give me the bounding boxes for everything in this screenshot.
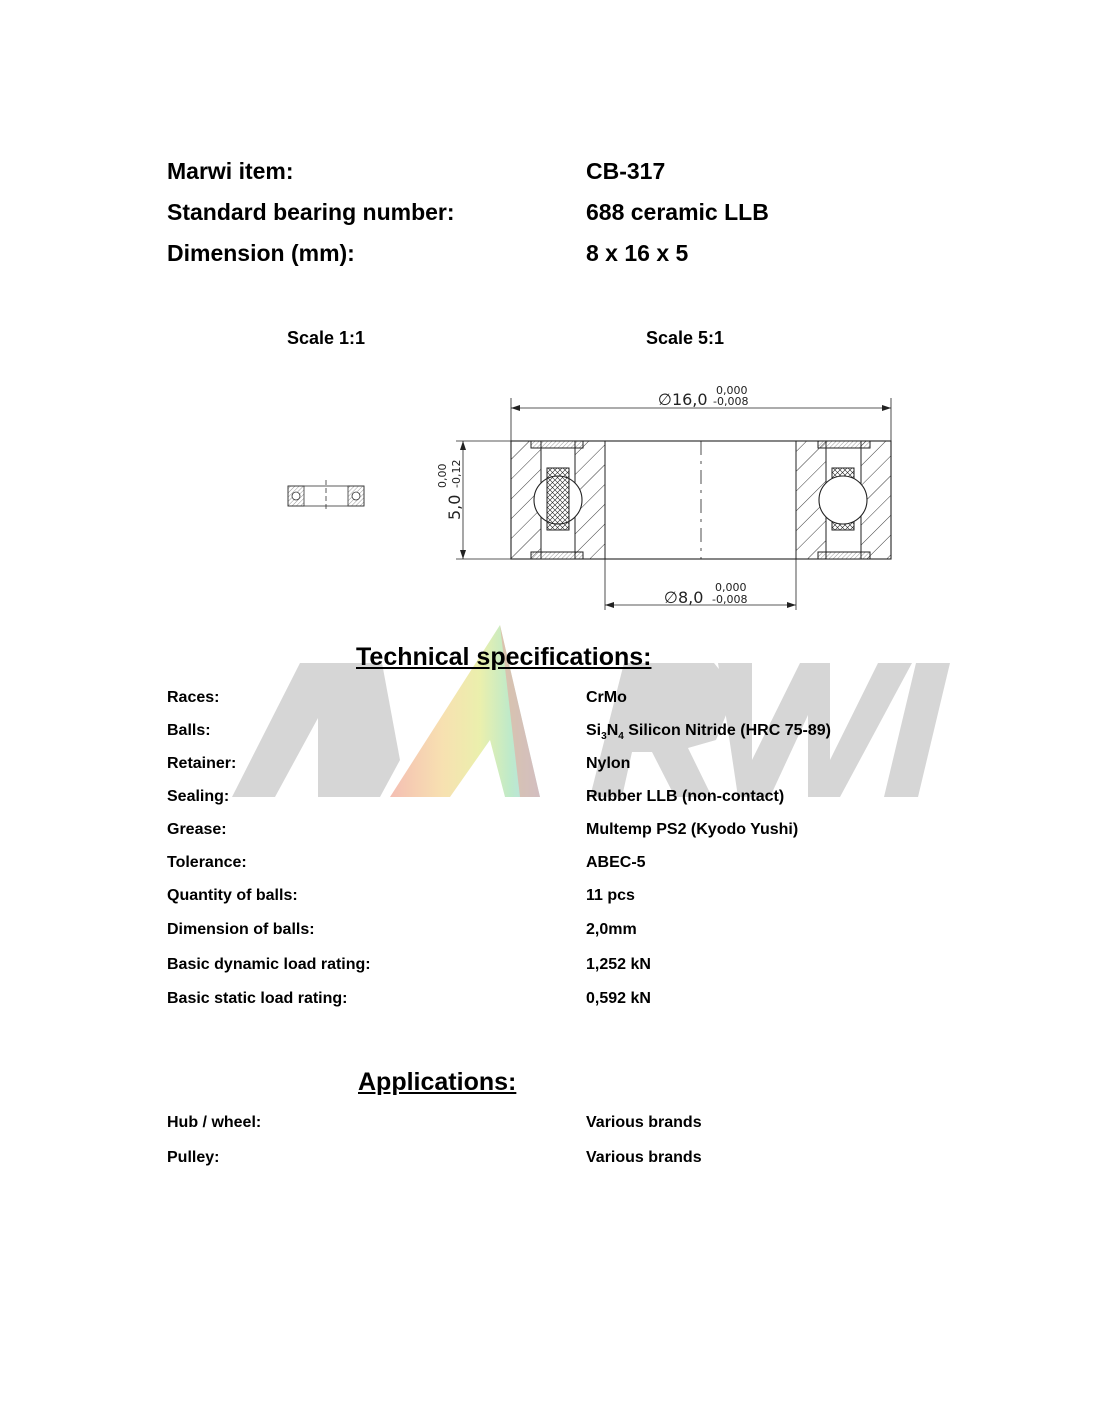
width-tol-lower: -0,12 [450,459,463,488]
specs-title: Technical specifications: [356,643,652,671]
dimension-label: Dimension (mm): [167,240,355,266]
spec-label-races: Races: [167,689,220,706]
spec-label-quantity-balls: Quantity of balls: [167,887,298,904]
spec-value-static-load: 0,592 kN [586,990,651,1007]
width-tol-upper: 0,00 [436,463,449,488]
spec-label-grease: Grease: [167,821,227,838]
item-value: CB-317 [586,158,666,184]
outer-tol-lower: -0,008 [713,395,749,408]
app-value-pulley: Various brands [586,1149,702,1166]
applications-title: Applications: [358,1068,517,1096]
item-label: Marwi item: [167,158,294,184]
app-label-hub-wheel: Hub / wheel: [167,1114,262,1131]
inner-tol-lower: -0,008 [712,593,748,606]
spec-label-dimension-balls: Dimension of balls: [167,921,315,938]
spec-value-dimension-balls: 2,0mm [586,921,637,938]
inner-diameter-text: ∅8,0 [664,588,704,607]
scale-small-label: Scale 1:1 [287,328,366,348]
outer-diameter-text: ∅16,0 [658,390,708,409]
width-text: 5,0 [445,494,464,520]
spec-label-balls: Balls: [167,722,211,739]
spec-value-grease: Multemp PS2 (Kyodo Yushi) [586,821,799,838]
spec-label-dynamic-load: Basic dynamic load rating: [167,956,371,973]
spec-label-static-load: Basic static load rating: [167,990,348,1007]
spec-value-quantity-balls: 11 pcs [586,887,635,904]
outer-tol-upper: 0,000 [716,384,748,397]
spec-label-sealing: Sealing: [167,788,230,805]
spec-value-dynamic-load: 1,252 kN [586,956,651,973]
spec-label-retainer: Retainer: [167,755,237,772]
bearing-value: 688 ceramic LLB [586,199,769,225]
spec-value-tolerance: ABEC-5 [586,854,646,871]
app-value-hub-wheel: Various brands [586,1114,702,1131]
bearing-label: Standard bearing number: [167,199,455,225]
app-label-pulley: Pulley: [167,1149,220,1166]
spec-value-races: CrMo [586,689,627,706]
spec-value-retainer: Nylon [586,755,631,772]
spec-label-tolerance: Tolerance: [167,854,247,871]
inner-tol-upper: 0,000 [715,581,747,594]
scale-large-label: Scale 5:1 [646,328,725,348]
spec-value-sealing: Rubber LLB (non-contact) [586,788,785,805]
dimension-value: 8 x 16 x 5 [586,240,689,266]
spec-value-balls: $Si_3N_4$ Silicon Nitride (HRC 75-89) [586,722,831,743]
